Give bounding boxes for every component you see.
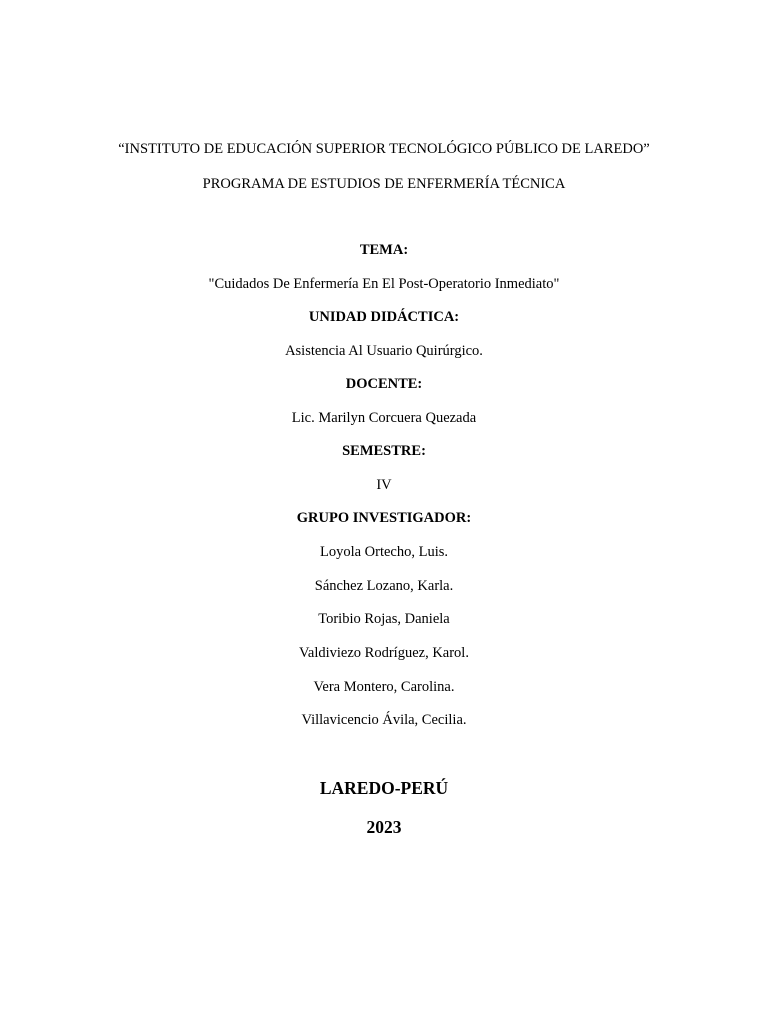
tema-label: TEMA: <box>359 242 409 258</box>
group-member: Villavicencio Ávila, Cecilia. <box>301 712 467 728</box>
unidad-label: UNIDAD DIDÁCTICA: <box>308 309 460 325</box>
semestre-value: IV <box>376 477 392 493</box>
group-member: Valdiviezo Rodríguez, Karol. <box>299 645 469 661</box>
semestre-label: SEMESTRE: <box>342 443 426 459</box>
docente-label: DOCENTE: <box>345 376 423 392</box>
place: LAREDO-PERÚ <box>319 778 449 798</box>
tema-value: "Cuidados De Enfermería En El Post-Operatorio Inmediato" <box>208 276 560 292</box>
group-member: Loyola Ortecho, Luis. <box>319 544 449 560</box>
unidad-value: Asistencia Al Usuario Quirúrgico. <box>285 343 483 359</box>
group-member: Toribio Rojas, Daniela <box>318 611 450 627</box>
group-member: Sánchez Lozano, Karla. <box>314 578 454 594</box>
year: 2023 <box>366 817 402 837</box>
docente-value: Lic. Marilyn Corcuera Quezada <box>291 410 477 426</box>
grupo-label: GRUPO INVESTIGADOR: <box>296 510 472 526</box>
group-member: Vera Montero, Carolina. <box>313 679 455 695</box>
institution-name: “INSTITUTO DE EDUCACIÓN SUPERIOR TECNOLÓGICO PÚBLICO DE LAREDO” <box>118 141 650 157</box>
program-name: PROGRAMA DE ESTUDIOS DE ENFERMERÍA TÉCNICA <box>202 176 566 192</box>
